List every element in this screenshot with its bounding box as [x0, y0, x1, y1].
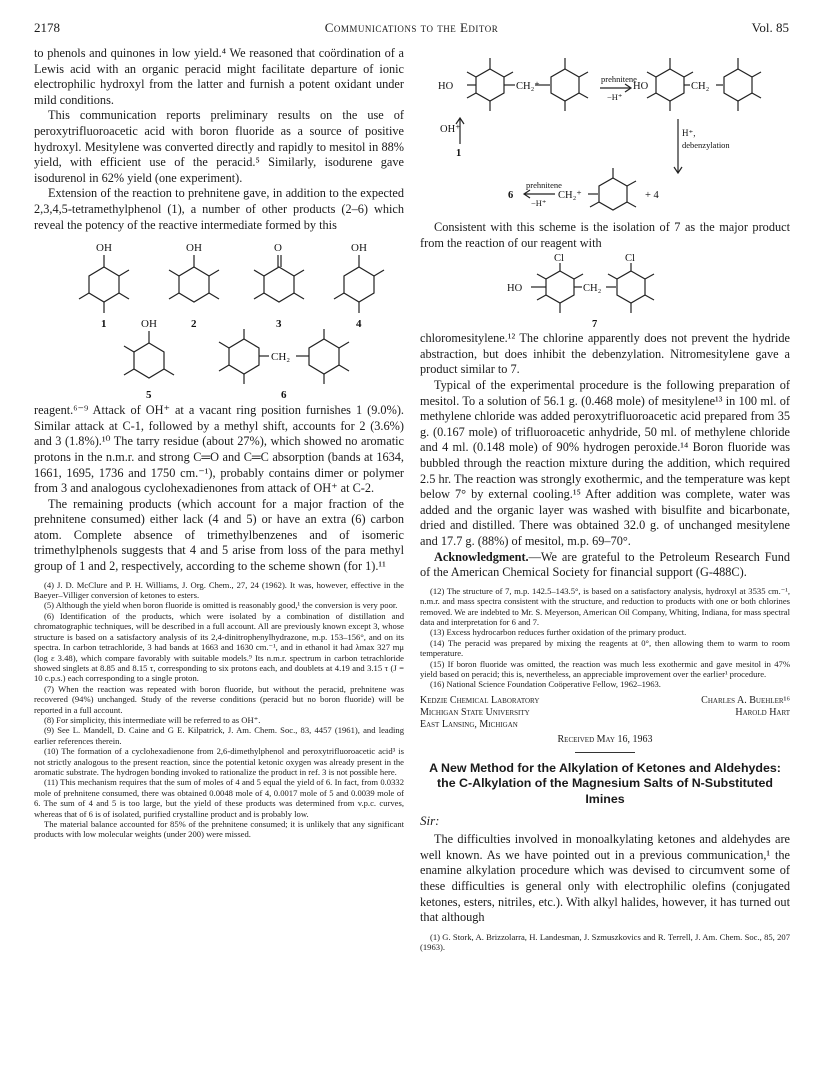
- footnote: (9) See L. Mandell, D. Caine and G E. Kilpatrick, J. Am. Chem. Soc., 83, 4457 (1961), and leading earlier references therein.: [34, 725, 404, 746]
- signature-block: [420, 695, 790, 731]
- ch2-label: CH₂: [691, 81, 710, 92]
- plus-4-label: + 4: [645, 190, 659, 201]
- compound-number: 7: [592, 319, 598, 331]
- compound-number: 5: [146, 389, 152, 402]
- volume-label: Vol. 85: [751, 20, 789, 35]
- ack-text: —We are grateful to the Petroleum Research Fund of the American Chemical Society for financial support (G-488C).: [420, 549, 790, 580]
- footnote: (16) National Science Foundation Coöperative Fellow, 1962–1963.: [430, 679, 661, 690]
- affiliation-line: East Lansing, Michigan: [420, 718, 518, 730]
- footnote: (11) This mechanism requires that the sum of moles of 4 and 5 equal the yield of 6. In fact, from 0.0332 mole of prehnitene consumed, there was obtained 0.0048 mole of 4, 0.0017 mole of 5 and 0.0039 mole of 6. The sum of 4 and 5 is too large, but the yield of these products was determined from v.p.c. curves, whereas that of 6 is of isolated, purified crystalline product and is probably low.: [34, 777, 404, 819]
- ho-label: HO: [438, 81, 454, 92]
- ho-label: HO: [633, 81, 649, 92]
- compound-number: 6: [508, 190, 514, 201]
- page-number: 2178: [34, 20, 60, 35]
- journal-section: Communications to the Editor: [324, 20, 499, 35]
- ack-heading: Acknowledgment.: [434, 549, 529, 564]
- footnotes: [420, 586, 790, 690]
- paragraph: The remaining products (which account for a major fraction of the prehnitene consumed) either lack (4 and 5) or have an extra (6) carbon atom. Complete absence of trimethylbenzenes and of isomeric trimethylphenols suggests that 4 and 5 arise from loss of the para methyl group of 1 and 2, respectively, according to the scheme shown (for 1).¹¹: [34, 496, 404, 574]
- paragraph: to phenols and quinones in low yield.⁴ We reasoned that coördination of a Lewis acid with an organic peracid might facilitate departure of ionic electrophilic hydroxyl from the latter and furnish a potent oxidant under mild conditions.: [34, 46, 404, 107]
- paragraph: Extension of the reaction to prehnitene gave, in addition to the expected 2,3,4,5-tetramethylphenol (1), a number of other products (2–6) which reveal the potency of the reactive intermediate formed by this: [34, 186, 404, 232]
- article-title: A New Method for the Alkylation of Ketones and Aldehydes: the C-Alkylation of the Magnesium Salts of N-Substituted Imines: [429, 760, 781, 806]
- hplus-label: H⁺,: [682, 128, 696, 138]
- paragraph: chloromesitylene.¹² The chlorine apparently does not prevent the hydride abstraction, but does inhibit the debenzylation. Nitromesitylene gave a product similar to 7.: [420, 331, 790, 377]
- ch2plus-label: CH₂⁺: [558, 190, 582, 201]
- o-label: O: [274, 242, 282, 255]
- paragraph: This communication reports preliminary results on the use of peroxytrifluoroacetic acid with boron fluoride as a source of positive hydroxyl. Mesitylene was converted directly and rapidly to mesitol in 88% yield, with efficient use of the peracid.⁵ Similarly, isodurene gave isodurenol in 62% yield (one experiment).: [34, 108, 404, 185]
- affiliation-line: Kedzie Chemical Laboratory: [420, 694, 540, 706]
- footnote: (7) When the reaction was repeated with boron fluoride, but without the peracid, prehnitene was recovered (94%) unchanged. Study of the reverse conditions (peracid but no boron fluoride) will be reported in a full account.: [34, 683, 404, 715]
- footnote: (14) The peracid was prepared by mixing the reagents at 0°, then allowing them to warm to room temperature.: [420, 637, 790, 659]
- oh-label: OH: [351, 242, 367, 255]
- author-name: Harold Hart: [735, 706, 790, 718]
- right-column: [420, 44, 790, 953]
- compound-number: 1: [456, 148, 462, 159]
- compound-number: 6: [281, 389, 287, 402]
- footnote: (4) J. D. McClure and P. H. Williams, J. Org. Chem., 27, 24 (1962). It was, however, effective in the Baeyer–Villiger conversion of ketones to esters.: [34, 579, 404, 601]
- footnote: (10) The formation of a cyclohexadienone from 2,6-dimethylphenol and peroxytrifluoroacetic acid³ is not strictly analogous to the present reaction, since the potential ketonic oxygen was already present in the aromatic substrate. The hydrogen bonding invoked to rationalize the product in ref. 3 is not possible here.: [34, 746, 404, 777]
- divider: [575, 752, 635, 753]
- minus-h-label: −H⁺: [607, 92, 623, 102]
- oh-label: OH: [186, 242, 202, 255]
- cl-label: Cl: [625, 253, 635, 265]
- footnotes: [34, 580, 404, 840]
- compound-number: 2: [191, 318, 197, 331]
- paragraph: Typical of the experimental procedure is the following preparation of mesitol. To a solution of 56.1 g. (0.468 mole) of mesitylene¹³ in 100 ml. of methylene chloride was added peroxytrifluoroacetic acid prepared from 35 g. (0.167 mole) of trifluoroacetic anhydride, 50 ml. of methylene chloride and 4 ml. (0.148 mole) of 90% hydrogen peroxide.¹⁴ Boron fluoride was bubbled through the reaction mixture during the addition, which required 2.5 hr. The reaction was strongly exothermic, and the temperature was kept below 7° by external cooling.¹⁵ After addition was complete, water was added and the organic layer was washed with bisulfite and bicarbonate, dried and distilled. There was obtained 32.0 g. of unchanged mesitylene and 17.7 g. (88%) of mesitol, m.p. 69–70°.: [420, 377, 790, 548]
- running-header: [34, 20, 789, 42]
- ho-label: HO: [507, 283, 523, 295]
- paragraph: Consistent with this scheme is the isolation of 7 as the major product from the reaction of our reagent with: [420, 220, 790, 250]
- prehnitene-label: prehnitene: [526, 180, 562, 190]
- affiliation-line: Michigan State University: [420, 706, 530, 718]
- minus-h-label: −H⁺: [531, 198, 547, 208]
- ohplus-label: OH⁺: [440, 124, 461, 135]
- footnote: (6) Identification of the products, which were isolated by a combination of distillation and chromatographic techniques, will be described in a full account. All are previously known except 3, whose structure is based on a satisfactory analysis of its 2,4-dinitrophenylhydrazone, m.p. 153–156°, and on its spectra. In carbon tetrachloride, 3 had bands at 1663 and 1630 cm.⁻¹, and in ethanol it had λmax 327 mμ (log ε 3.48), which compare favorably with suitable models.⁹ Its n.m.r. spectrum in carbon tetrachloride showed singlets at 8.85 and 8.15 τ, corresponding to six protons each, and doublets at 4.19 and 3.15 τ (J = 10 c.p.s.) each corresponding to a single proton.: [34, 610, 404, 684]
- salutation: Sir:: [420, 813, 440, 829]
- paragraph: reagent.⁶⁻⁹ Attack of OH⁺ at a vacant ring position furnishes 1 (9.0%). Similar attack at C-1, followed by a methyl shift, accounts for 2 (3.6%) and 3 (1.8%).¹⁰ The tarry residue (about 27%), which showed no aromatic protons in the n.m.r. and strong C═O and C═C absorption (bands at 1634, 1661, 1695, 1736 and 1750 cm.⁻¹), probably contains dimer or polymer from 3 and analogous cyclohexadienones from attack of OH⁺ at C-2.: [34, 403, 404, 496]
- oh-label: OH: [141, 318, 157, 331]
- ch2-label: CH₂: [583, 283, 602, 295]
- ch2plus-label: CH₂⁺: [516, 81, 540, 92]
- prehnitene-label: prehnitene: [601, 74, 637, 84]
- footnote: (13) Excess hydrocarbon reduces further oxidation of the primary product.: [430, 627, 687, 638]
- footnote: (15) If boron fluoride was omitted, the reaction was much less exothermic and gave mesitol in 47% yield based on peracid; this is, nevertheless, an appreciable improvement over the earlier¹ procedure.: [420, 658, 790, 679]
- footnote: (5) Although the yield when boron fluoride is omitted is reasonably good,¹ the conversion is very poor.: [44, 600, 398, 611]
- author-name: Charles A. Buehler¹⁶: [701, 694, 790, 706]
- compound-number: 3: [276, 318, 282, 331]
- acknowledgment: [420, 550, 790, 581]
- compound-number: 1: [101, 318, 107, 331]
- reaction-scheme: [420, 44, 790, 214]
- footnote: (12) The structure of 7, m.p. 142.5–143.5°, is based on a satisfactory analysis, hydroxyl at 3535 cm.⁻¹, n.m.r. and mass spectra consistent with the structure, and reduction to products with one or both chlorines removed. We are indebted to Mr. S. Meyerson, American Oil Company, Whiting, Indiana, for mass spectral data and interpretation for 6 and 7.: [420, 585, 790, 627]
- left-column: [34, 46, 404, 840]
- structure-7: [420, 251, 790, 331]
- paragraph: The difficulties involved in monoalkylating ketones and aldehydes are well known. As we have pointed out in a previous communication,¹ the enamine alkylation procedure which was devised to circumvent some of these difficulties is general only with electrophilic olefins (conjugated ketones, esters, nitriles, etc.). With alkyl halides, however, it has turned out that although: [420, 832, 790, 925]
- cl-label: Cl: [554, 253, 564, 265]
- products-structures: [34, 235, 404, 403]
- footnote: (1) G. Stork, A. Brizzolarra, H. Landesman, J. Szmuszkovics and R. Terrell, J. Am. Chem. Soc., 85, 207 (1963).: [420, 931, 790, 953]
- footnote: The material balance accounted for 85% of the prehnitene consumed; it is unlikely that any significant products with low molecular weights (under 200) were missed.: [34, 819, 404, 840]
- received-date: Received May 16, 1963: [557, 733, 653, 745]
- ch2-label: CH₂: [271, 351, 291, 364]
- compound-number: 4: [356, 318, 362, 331]
- footnote: (8) For simplicity, this intermediate will be referred to as OH⁺.: [44, 714, 261, 725]
- debenzylation-label: debenzylation: [682, 140, 730, 150]
- oh-label: OH: [96, 242, 112, 255]
